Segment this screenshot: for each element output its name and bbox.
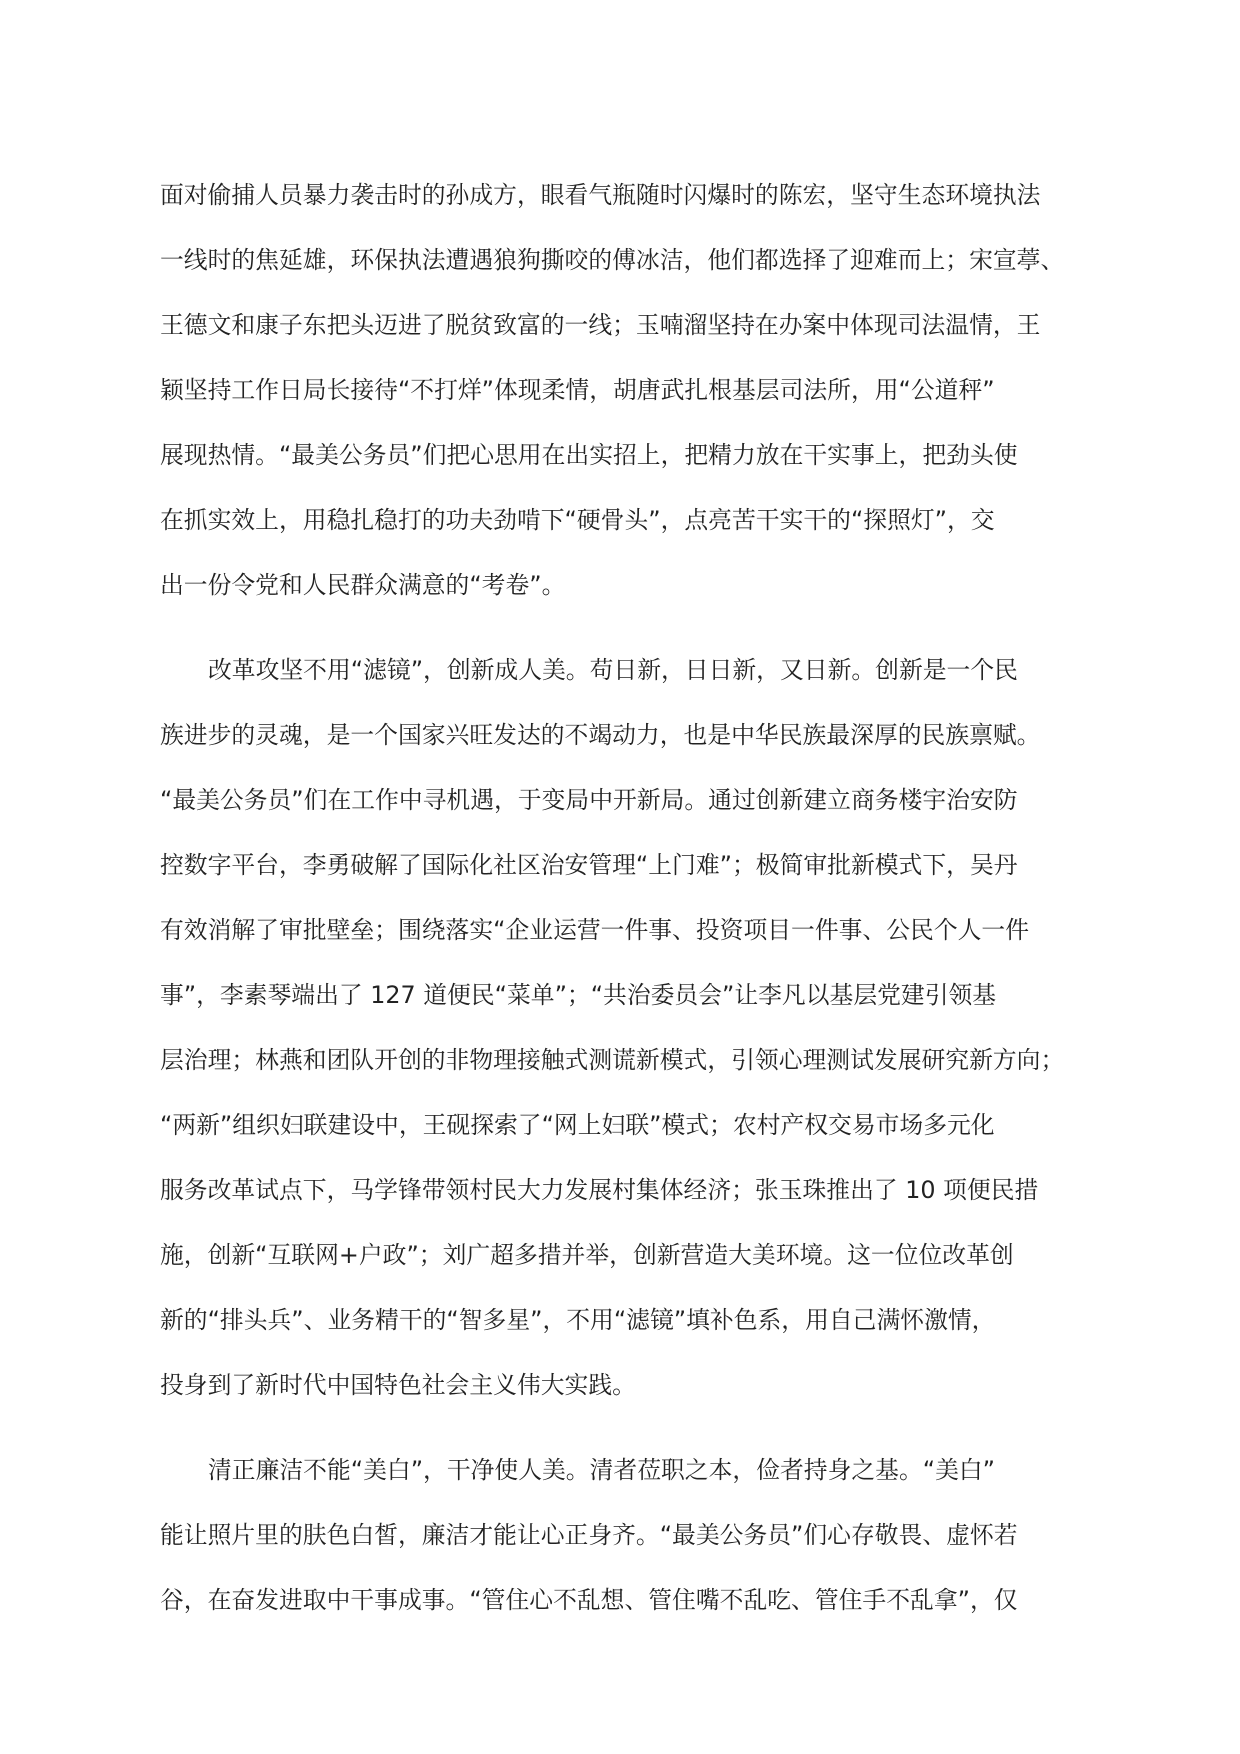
text-line: “两新”组织妇联建设中，王砚探索了“网上妇联”模式；农村产权交易市场多元化 <box>160 1111 995 1139</box>
text-line: 谷，在奋发进取中干事成事。“管住心不乱想、管住嘴不乱吃、管住手不乱拿”，仅 <box>160 1586 1018 1614</box>
paragraph-2 <box>160 643 1115 1423</box>
text-line: 控数字平台，李勇破解了国际化社区治安管理“上门难”；极简审批新模式下，吴丹 <box>160 851 1018 879</box>
document-body <box>160 168 1115 1638</box>
text-line: 面对偷捕人员暴力袭击时的孙成方，眼看气瓶随时闪爆时的陈宏，坚守生态环境执法 <box>160 181 1041 209</box>
text-line: 展现热情。“最美公务员”们把心思用在出实招上，把精力放在干实事上，把劲头使 <box>160 441 1018 469</box>
text-line: 新的“排头兵”、业务精干的“智多星”，不用“滤镜”填补色系，用自己满怀激情， <box>160 1306 996 1334</box>
text-line: 有效消解了审批壁垒；围绕落实“企业运营一件事、投资项目一件事、公民个人一件 <box>160 916 1030 944</box>
text-line: 族进步的灵魂，是一个国家兴旺发达的不竭动力，也是中华民族最深厚的民族禀赋。 <box>160 721 1041 749</box>
paragraph-1 <box>160 168 1115 623</box>
text-line: 颖坚持工作日局长接待“不打烊”体现柔情，胡唐武扎根基层司法所，用“公道秤” <box>160 376 995 404</box>
text-line: 清正廉洁不能“美白”，干净使人美。清者莅职之本，俭者持身之基。“美白” <box>208 1456 996 1484</box>
text-line: 一线时的焦延雄，环保执法遭遇狼狗撕咬的傅冰洁，他们都选择了迎难而上；宋宣葶、 <box>160 246 1065 274</box>
text-line: 改革攻坚不用“滤镜”，创新成人美。苟日新，日日新，又日新。创新是一个民 <box>208 656 1018 684</box>
text-line: 出一份令党和人民群众满意的“考卷”。 <box>160 571 566 599</box>
paragraph-gap <box>160 623 1115 643</box>
text-line: “最美公务员”们在工作中寻机遇，于变局中开新局。通过创新建立商务楼宇治安防 <box>160 786 1018 814</box>
text-line: 投身到了新时代中国特色社会主义伟大实践。 <box>160 1371 636 1399</box>
text-line: 在抓实效上，用稳扎稳打的功夫劲啃下“硬骨头”，点亮苦干实干的“探照灯”，交 <box>160 506 995 534</box>
text-line: 施，创新“互联网+户政”；刘广超多措并举，创新营造大美环境。这一位位改革创 <box>160 1241 1014 1269</box>
text-line: 服务改革试点下，马学锋带领村民大力发展村集体经济；张玉珠推出了 10 项便民措 <box>160 1176 1039 1204</box>
paragraph-3 <box>160 1443 1115 1638</box>
paragraph-gap <box>160 1423 1115 1443</box>
text-line: 事”，李素琴端出了 127 道便民“菜单”；“共治委员会”让李凡以基层党建引领基 <box>160 981 997 1009</box>
text-line: 王德文和康子东把头迈进了脱贫致富的一线；玉喃溜坚持在办案中体现司法温情，王 <box>160 311 1041 339</box>
text-line: 能让照片里的肤色白皙，廉洁才能让心正身齐。“最美公务员”们心存敬畏、虚怀若 <box>160 1521 1018 1549</box>
text-line: 层治理；林燕和团队开创的非物理接触式测谎新模式，引领心理测试发展研究新方向； <box>160 1046 1065 1074</box>
